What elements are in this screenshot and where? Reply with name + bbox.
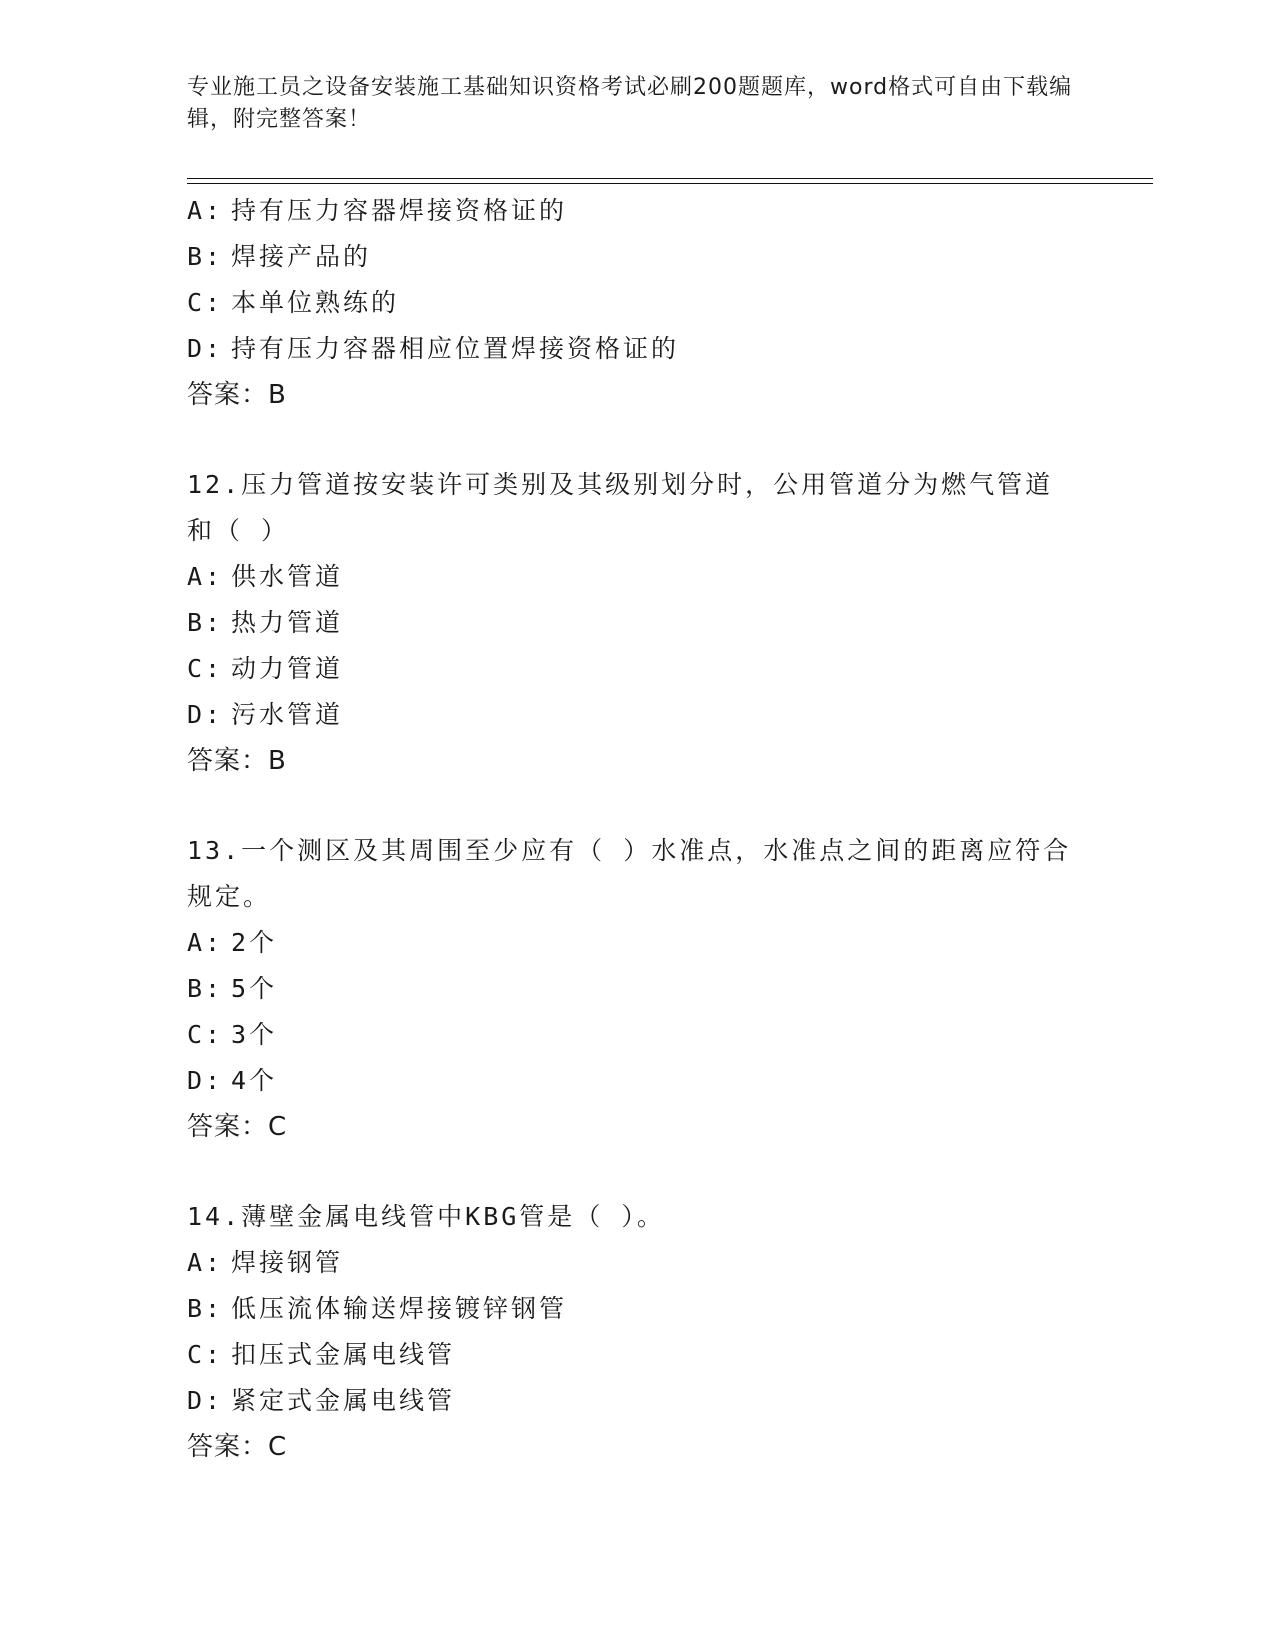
- option-label: B:: [187, 1294, 224, 1323]
- option-label: B:: [187, 974, 224, 1003]
- option-text: 2个: [231, 928, 278, 957]
- option-d: [187, 1378, 1087, 1424]
- option-b: [187, 234, 1087, 280]
- option-text: 持有压力容器相应位置焊接资格证的: [231, 334, 680, 363]
- option-label: C:: [187, 1020, 224, 1049]
- header-divider: [187, 178, 1153, 184]
- option-label: A:: [187, 928, 224, 957]
- option-label: A:: [187, 196, 224, 225]
- option-a: [187, 554, 1087, 600]
- option-text: 低压流体输送焊接镀锌钢管: [231, 1294, 568, 1323]
- option-text: 动力管道: [231, 654, 344, 683]
- answer: 答案：B: [187, 746, 287, 776]
- option-b: [187, 1286, 1087, 1332]
- option-text: 供水管道: [231, 562, 344, 591]
- option-text: 热力管道: [231, 608, 344, 637]
- answer: 答案：C: [187, 1432, 288, 1462]
- option-c: [187, 280, 1087, 326]
- question-block-13: [187, 828, 1087, 1150]
- option-label: D:: [187, 1066, 224, 1095]
- option-text: 焊接钢管: [231, 1248, 344, 1277]
- option-c: [187, 1012, 1087, 1058]
- question-text: 12.压力管道按安装许可类别及其级别划分时，公用管道分为燃气管道和（ ）: [187, 470, 1054, 545]
- answer: 答案：B: [187, 380, 287, 410]
- option-label: C:: [187, 654, 224, 683]
- option-text: 本单位熟练的: [231, 288, 400, 317]
- option-d: [187, 692, 1087, 738]
- option-a: [187, 920, 1087, 966]
- answer: 答案：C: [187, 1112, 288, 1142]
- option-label: A:: [187, 562, 224, 591]
- option-label: B:: [187, 608, 224, 637]
- option-text: 污水管道: [231, 700, 344, 729]
- option-c: [187, 1332, 1087, 1378]
- option-label: A:: [187, 1248, 224, 1277]
- option-a: [187, 188, 1087, 234]
- option-text: 持有压力容器焊接资格证的: [231, 196, 568, 225]
- option-text: 5个: [231, 974, 278, 1003]
- option-text: 焊接产品的: [231, 242, 372, 271]
- document-title: 专业施工员之设备安装施工基础知识资格考试必刷200题题库，word格式可自由下载编辑，附完整答案！: [187, 75, 1073, 132]
- document-body: [187, 188, 1087, 1470]
- option-text: 扣压式金属电线管: [231, 1340, 456, 1369]
- option-text: 紧定式金属电线管: [231, 1386, 456, 1415]
- option-c: [187, 646, 1087, 692]
- question-block-14: [187, 1194, 1087, 1470]
- option-b: [187, 600, 1087, 646]
- question-block-12: [187, 462, 1087, 784]
- question-text: 14.薄壁金属电线管中KBG管是（ ）。: [187, 1202, 665, 1231]
- option-label: B:: [187, 242, 224, 271]
- option-b: [187, 966, 1087, 1012]
- option-text: 3个: [231, 1020, 278, 1049]
- option-d: [187, 326, 1087, 372]
- option-label: D:: [187, 334, 224, 363]
- question-block-11: [187, 188, 1087, 418]
- option-text: 4个: [231, 1066, 278, 1095]
- option-d: [187, 1058, 1087, 1104]
- option-label: D:: [187, 1386, 224, 1415]
- question-text: 13.一个测区及其周围至少应有（ ）水准点，水准点之间的距离应符合规定。: [187, 836, 1072, 911]
- option-label: C:: [187, 288, 224, 317]
- option-a: [187, 1240, 1087, 1286]
- option-label: C:: [187, 1340, 224, 1369]
- option-label: D:: [187, 700, 224, 729]
